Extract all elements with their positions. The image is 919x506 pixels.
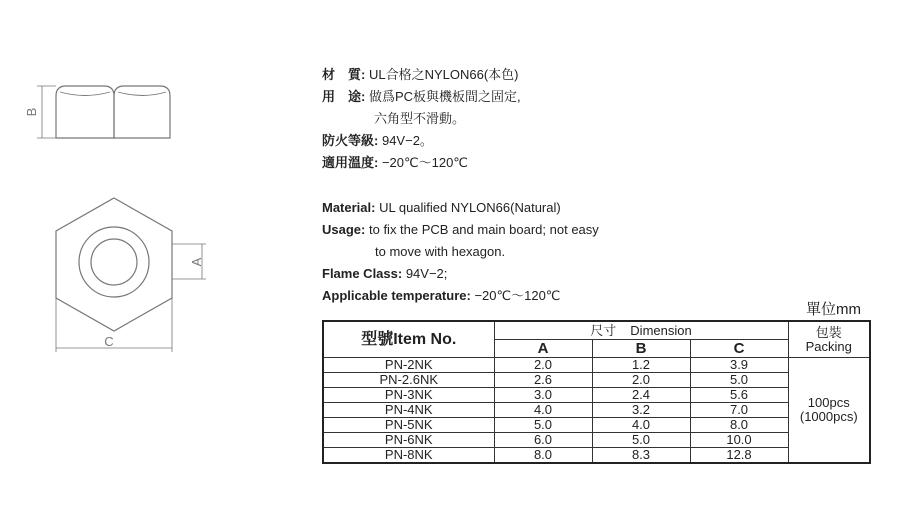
spec-en-usage-cont: to move with hexagon. [375,244,506,259]
spec-label: 材 質: [322,67,366,82]
spec-en [322,197,599,307]
c-cell: 12.8 [690,448,788,464]
b-cell: 2.4 [592,388,690,403]
col-b-header: B [592,340,690,358]
dimension-table [322,320,871,464]
col-c-header: C [690,340,788,358]
b-cell: 5.0 [592,433,690,448]
a-cell: 5.0 [494,418,592,433]
hex-nut-drawing [0,0,230,370]
dimension-b-label: B [24,107,39,117]
spec-zh [322,64,521,174]
spec-value: UL合格之NYLON66(本色) [368,67,519,82]
model-cell: PN-4NK [323,403,494,418]
table-row [323,448,870,464]
model-cell: PN-8NK [323,448,494,464]
dimension-a-label: A [189,257,204,267]
c-cell: 7.0 [690,403,788,418]
c-cell: 5.6 [690,388,788,403]
spec-zh-temp [322,152,521,174]
unit-label: 單位mm [806,301,861,318]
spec-label: Material: [322,200,376,215]
top-view [56,198,206,352]
model-cell: PN-2NK [323,358,494,373]
side-view [37,86,170,138]
c-cell: 5.0 [690,373,788,388]
table-row [323,358,870,373]
b-cell: 3.2 [592,403,690,418]
spec-value: 94V−2。 [381,133,433,148]
spec-en-temp [322,285,599,307]
table-row [323,388,870,403]
spec-label: Flame Class: [322,266,403,281]
model-cell: PN-2.6NK [323,373,494,388]
table-row [323,433,870,448]
packing-header-en: Packing [805,338,852,354]
model-header: 型號Item No. [323,321,494,358]
b-cell: 2.0 [592,373,690,388]
spec-value: 94V−2; [405,266,448,281]
packing-header-zh: 包裝 [815,324,842,340]
a-cell: 3.0 [494,388,592,403]
b-cell: 1.2 [592,358,690,373]
a-cell: 4.0 [494,403,592,418]
spec-zh-usage [322,86,521,108]
c-cell: 3.9 [690,358,788,373]
spec-en-material [322,197,599,219]
spec-label: 用 途: [322,89,366,104]
spec-zh-flame [322,130,521,152]
dimension-header [494,321,788,340]
spec-label: 防火等級: [322,133,379,148]
spec-zh-material [322,64,521,86]
spec-label: Usage: [322,222,366,237]
model-cell: PN-5NK [323,418,494,433]
table-row [323,418,870,433]
spec-zh-usage-cont: 六角型不滑動。 [374,111,466,126]
a-cell: 6.0 [494,433,592,448]
spec-en-flame [322,263,599,285]
spec-value: UL qualified NYLON66(Natural) [379,200,561,215]
spec-value: 做爲PC板與機板間之固定, [368,89,521,104]
c-cell: 10.0 [690,433,788,448]
dimension-header-zh: 尺寸 [590,322,617,338]
packing-value: 100pcs [807,395,850,410]
packing-cell [788,358,870,464]
table-row [323,373,870,388]
spec-label: 適用溫度: [322,155,379,170]
dimension-header-en: Dimension [630,322,692,338]
spec-value: to fix the PCB and main board; not easy [368,222,599,237]
spec-value: −20℃～120℃ [381,155,468,170]
dimension-c-label: C [104,334,114,349]
col-a-header: A [494,340,592,358]
table-header-row-1 [323,321,870,340]
b-cell: 8.3 [592,448,690,464]
packing-header [788,321,870,358]
packing-value-bulk: (1000pcs) [799,409,858,424]
spec-label: Applicable temperature: [322,288,471,303]
model-cell: PN-6NK [323,433,494,448]
model-cell: PN-3NK [323,388,494,403]
c-cell: 8.0 [690,418,788,433]
a-cell: 2.6 [494,373,592,388]
spec-en-usage [322,219,599,241]
table-row [323,403,870,418]
b-cell: 4.0 [592,418,690,433]
spec-value: −20℃～120℃ [474,288,561,303]
a-cell: 8.0 [494,448,592,464]
a-cell: 2.0 [494,358,592,373]
